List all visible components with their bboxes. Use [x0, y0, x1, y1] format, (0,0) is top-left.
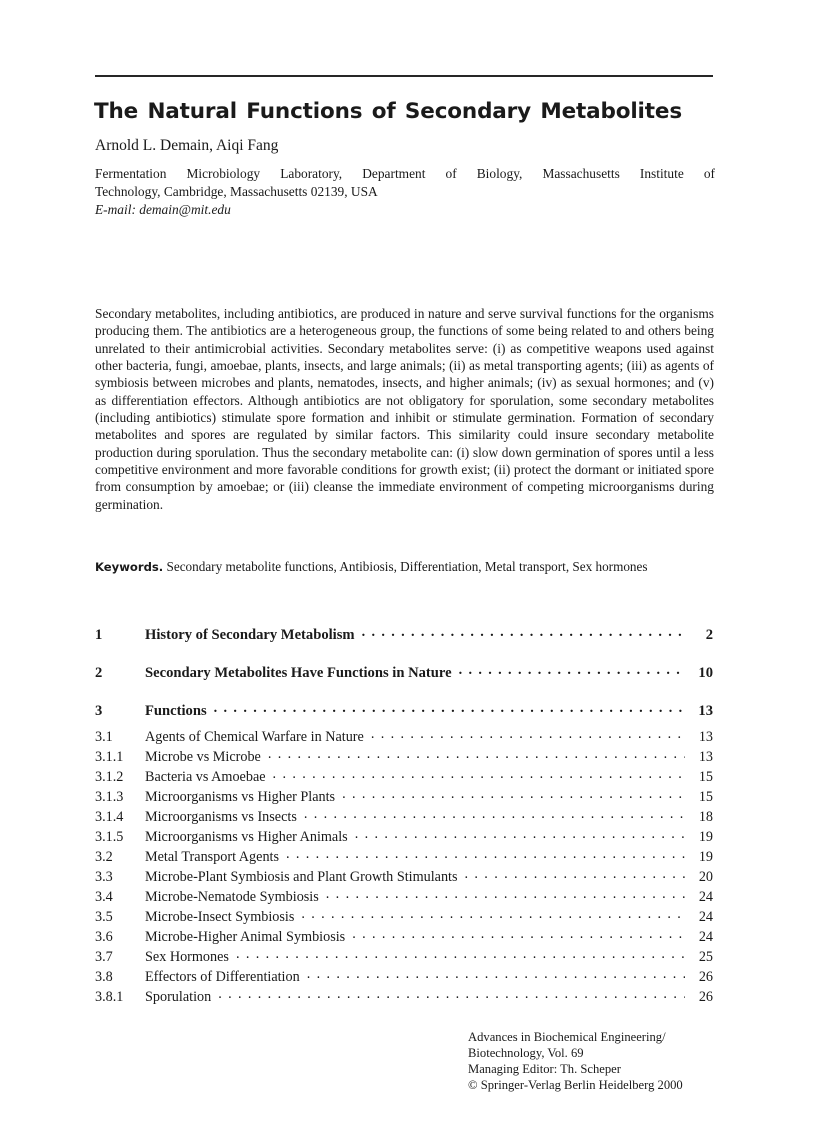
toc-entry-page: 13 [698, 703, 713, 719]
toc-entry-page: 26 [698, 989, 713, 1005]
toc-entry-number: 3.8 [95, 969, 113, 985]
toc-dot-leader [465, 867, 685, 881]
keywords-label: Keywords. [95, 560, 164, 574]
page-title: The Natural Functions of Secondary Metabolites [94, 99, 682, 125]
toc-entry-title: Secondary Metabolites Have Functions in Nature [145, 665, 452, 681]
toc-entry[interactable] [95, 827, 713, 847]
toc-entry-number: 3 [95, 703, 103, 719]
toc-entry-page: 24 [698, 889, 713, 905]
toc-dot-leader [326, 887, 685, 901]
toc-entry-title: Effectors of Differentiation [145, 969, 300, 985]
toc-entry-number: 3.2 [95, 849, 113, 865]
toc-dot-leader [371, 727, 685, 741]
toc-entry-page: 26 [698, 969, 713, 985]
toc-entry-title: Sex Hormones [145, 949, 229, 965]
toc-entry-number: 3.7 [95, 949, 113, 965]
toc-entry-page: 19 [698, 829, 713, 845]
toc-entry-number: 3.3 [95, 869, 113, 885]
toc-entry-number: 3.1.4 [95, 809, 124, 825]
abstract-text: Secondary metabolites, including antibiotics, are produced in nature and serve survival functions for the organisms producing them. The antibiotics are a heterogeneous group, the functions of some being related to and others being unrelated to their antimicrobial activities. Secondary metabolites serve: (i) as competitive weapons used against other bacteria, fungi, amoebae, plants, insects, and large animals; (ii) as metal transporting agents; (iii) as agents of symbiosis between microbes and plants, nematodes, insects, and higher animals; (iv) as sexual hormones; and (v) as differentiation effectors. Although antibiotics are not obligatory for sporulation, some secondary metabolites (including antibiotics) stimulate spore formation and inhibit or stimulate germination. Formation of secondary metabolites and spores are regulated by similar factors. This similarity could insure secondary metabolite production during sporulation. Thus the secondary metabolite can: (i) slow down germination of spores until a less competitive environment and more favorable conditions for growth exist; (ii) protect the dormant or initiated spore from consumption by amoebae; or (iii) cleanse the immediate environment of competing microorganisms during germination. [95, 306, 714, 512]
toc-entry[interactable] [95, 947, 713, 967]
toc-entry-number: 3.4 [95, 889, 113, 905]
toc-dot-leader [342, 787, 685, 801]
toc-entry-page: 15 [698, 789, 713, 805]
toc-entry-title: Microorganisms vs Insects [145, 809, 297, 825]
publisher-footer [468, 1029, 718, 1093]
toc-entry-number: 3.8.1 [95, 989, 124, 1005]
toc-entry-number: 3.1 [95, 729, 113, 745]
toc-dot-leader [355, 827, 685, 841]
toc-entry-number: 3.1.5 [95, 829, 124, 845]
toc-entry[interactable] [95, 847, 713, 867]
toc-entry[interactable] [95, 867, 713, 887]
toc-entry-title: Bacteria vs Amoebae [145, 769, 266, 785]
toc-dot-leader [236, 947, 685, 961]
toc-entry[interactable] [95, 967, 713, 987]
toc-entry-page: 19 [698, 849, 713, 865]
toc-dot-leader [214, 701, 685, 715]
keywords-text: Secondary metabolite functions, Antibiosis, Differentiation, Metal transport, Sex hormones [166, 559, 648, 574]
toc-entry-number: 3.1.3 [95, 789, 124, 805]
toc-entry-title: Microbe-Higher Animal Symbiosis [145, 929, 346, 945]
toc-entry[interactable] [95, 807, 713, 827]
toc-entry[interactable] [95, 987, 713, 1007]
affiliation-line-2: Technology, Cambridge, Massachusetts 02139, USA [95, 183, 378, 199]
toc-dot-leader [362, 625, 685, 639]
footer-line-4: © Springer-Verlag Berlin Heidelberg 2000 [468, 1078, 683, 1093]
toc-entry-page: 2 [705, 627, 713, 643]
toc-entry-number: 1 [95, 627, 103, 643]
keywords-block [95, 558, 714, 576]
toc-entry[interactable] [95, 625, 713, 645]
toc-dot-leader [273, 767, 685, 781]
toc-entry-title: Sporulation [145, 989, 212, 1005]
toc-entry-number: 3.6 [95, 929, 113, 945]
toc-entry-number: 2 [95, 665, 103, 681]
toc-entry-title: Functions [145, 703, 207, 719]
toc-entry-title: Microbe-Insect Symbiosis [145, 909, 295, 925]
toc-entry[interactable] [95, 787, 713, 807]
toc-entry-page: 15 [698, 769, 713, 785]
author-email: E-mail: demain@mit.edu [95, 202, 231, 217]
footer-line-2: Biotechnology, Vol. 69 [468, 1046, 584, 1061]
toc-entry-page: 24 [698, 909, 713, 925]
affiliation-line-1: Fermentation Microbiology Laboratory, Department of Biology, Massachusetts Institute of [95, 166, 715, 181]
toc-entry-number: 3.1.1 [95, 749, 124, 765]
toc-dot-leader [301, 907, 685, 921]
toc-entry-title: Microbe-Nematode Symbiosis [145, 889, 319, 905]
toc-entry-title: History of Secondary Metabolism [145, 627, 355, 643]
toc-entry-title: Microorganisms vs Higher Plants [145, 789, 336, 805]
toc-dot-leader [218, 987, 685, 1001]
toc-dot-leader [352, 927, 685, 941]
toc-entry-title: Metal Transport Agents [145, 849, 279, 865]
toc-dot-leader [459, 663, 685, 677]
toc-entry[interactable] [95, 767, 713, 787]
toc-dot-leader [268, 747, 685, 761]
affiliation-block [95, 165, 715, 219]
footer-line-3: Managing Editor: Th. Scheper [468, 1062, 621, 1077]
toc-entry[interactable] [95, 887, 713, 907]
toc-entry-page: 18 [698, 809, 713, 825]
toc-entry[interactable] [95, 907, 713, 927]
toc-entry-title: Microbe-Plant Symbiosis and Plant Growth Stimulants [145, 869, 458, 885]
header-rule [95, 75, 713, 77]
footer-line-1: Advances in Biochemical Engineering/ [468, 1030, 666, 1044]
toc-entry[interactable] [95, 727, 713, 747]
toc-entry-page: 13 [698, 749, 713, 765]
author-list: Arnold L. Demain, Aiqi Fang [95, 137, 279, 154]
toc-entry-page: 25 [698, 949, 713, 965]
toc-dot-leader [307, 967, 685, 981]
toc-entry-title: Agents of Chemical Warfare in Nature [145, 729, 364, 745]
toc-entry[interactable] [95, 701, 713, 721]
toc-entry-number: 3.5 [95, 909, 113, 925]
toc-entry-number: 3.1.2 [95, 769, 124, 785]
toc-entry[interactable] [95, 747, 713, 767]
toc-entry-page: 13 [698, 729, 713, 745]
toc-entry-page: 20 [698, 869, 713, 885]
toc-entry-page: 24 [698, 929, 713, 945]
toc-entry-title: Microbe vs Microbe [145, 749, 261, 765]
table-of-contents [95, 625, 713, 1007]
toc-entry-page: 10 [698, 665, 713, 681]
toc-dot-leader [304, 807, 685, 821]
toc-entry[interactable] [95, 927, 713, 947]
toc-entry-title: Microorganisms vs Higher Animals [145, 829, 348, 845]
toc-entry[interactable] [95, 663, 713, 683]
toc-dot-leader [286, 847, 685, 861]
